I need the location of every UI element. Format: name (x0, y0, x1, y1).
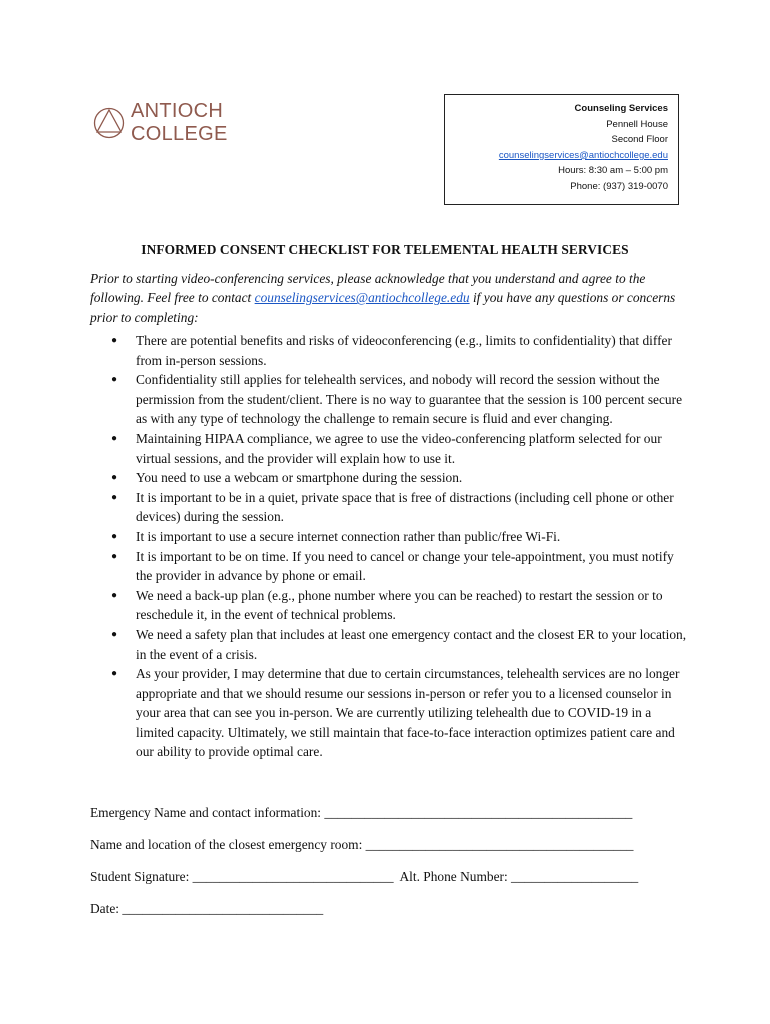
bullet-icon: ● (111, 589, 118, 601)
intro-text-start: Prior to starting video-conferencing services, please acknowledge that you understand and agree to the following. Feel free to contact (90, 271, 646, 306)
bullet-icon: ● (111, 335, 118, 346)
checklist-item (108, 488, 688, 527)
logo-wordmark: ANTIOCH COLLEGE (131, 100, 228, 145)
intro-paragraph (90, 269, 690, 327)
bullet-icon: ● (111, 668, 118, 680)
antioch-college-logo (92, 97, 310, 149)
checklist-item (108, 586, 688, 625)
document-title: INFORMED CONSENT CHECKLIST FOR TELEMENTAL HEALTH SERVICES (141, 242, 629, 257)
checklist-item (108, 547, 688, 586)
antioch-logo-icon (92, 106, 126, 140)
checklist-item (108, 331, 688, 370)
contact-email-link[interactable]: counselingservices@antiochcollege.edu (498, 149, 668, 161)
office-hours: Hours: 8:30 am – 5:00 pm (558, 165, 668, 177)
checklist-item-text: It is important to use a secure internet connection rather than public/free Wi-Fi. (136, 528, 561, 544)
checklist-item-text: We need a safety plan that includes at least one emergency contact and the closest ER to your location, in the event of a crisis. (136, 626, 687, 662)
bullet-icon: ● (111, 491, 118, 503)
bullet-icon: ● (111, 628, 118, 640)
office-name: Counseling Services (574, 103, 668, 114)
consent-checklist (108, 331, 688, 762)
checklist-item-text: As your provider, I may determine that due to certain circumstances, telehealth services are no longer appropriate and that we should resume our sessions in-person or refer you to a licensed counselor in your area that can see you in-person. We are currently utilizing telehealth due to COVID-19 in a limited capacity. Ultimately, we still maintain that face-to-face interaction optimizes patient care and our ability to provide optimal care. (136, 666, 680, 760)
checklist-item-text: There are potential benefits and risks of videoconferencing (e.g., limits to confidentiality) that differ from in-person sessions. (136, 333, 672, 368)
building-name: Pennell House (606, 118, 668, 130)
checklist-item (108, 527, 688, 547)
bullet-icon: ● (111, 432, 118, 444)
checklist-item (108, 468, 688, 488)
bullet-icon: ● (111, 530, 118, 542)
intro-text-end: if you have any questions or concerns prior to completing: (90, 290, 676, 325)
signature-phone-field[interactable]: Student Signature: ______________________________ Alt. Phone Number: ___________________ (90, 869, 639, 884)
emergency-room-field[interactable]: Name and location of the closest emergency room: ________________________________________ (90, 837, 634, 852)
bullet-icon: ● (111, 550, 118, 562)
checklist-item (108, 625, 688, 664)
checklist-item-text: We need a back-up plan (e.g., phone number where you can be reached) to restart the session or to reschedule it, in the event of technical problems. (136, 587, 663, 623)
checklist-item (108, 370, 688, 429)
checklist-item-text: Confidentiality still applies for telehealth services, and nobody will record the session without the permission from the student/client. There is no way to guarantee that the session is 100 percent secure as with any type of technology the challenge to remain secure is fluid and ever changing. (136, 372, 683, 427)
bullet-icon: ● (111, 374, 118, 386)
floor-label: Second Floor (611, 134, 668, 146)
checklist-item-text: It is important to be in a quiet, private space that is free of distractions (including cell phone or other devices) during the session. (136, 489, 674, 525)
checklist-item (108, 664, 688, 762)
bullet-icon: ● (111, 472, 118, 484)
checklist-item (108, 429, 688, 468)
contact-info-box (444, 94, 679, 205)
checklist-item-text: You need to use a webcam or smartphone during the session. (136, 470, 463, 486)
emergency-contact-field[interactable]: Emergency Name and contact information: ______________________________________________ (90, 805, 633, 820)
checklist-item-text: Maintaining HIPAA compliance, we agree to use the video-conferencing platform selected for our virtual sessions, and the provider will explain how to use it. (136, 430, 662, 466)
intro-email-link[interactable]: counselingservices@antiochcollege.edu (254, 290, 470, 306)
office-phone: Phone: (937) 319-0070 (570, 180, 668, 192)
checklist-item-text: It is important to be on time. If you need to cancel or change your tele-appointment, you must notify the provider in advance by phone or email. (136, 548, 674, 584)
date-field[interactable]: Date: ______________________________ (90, 901, 324, 916)
